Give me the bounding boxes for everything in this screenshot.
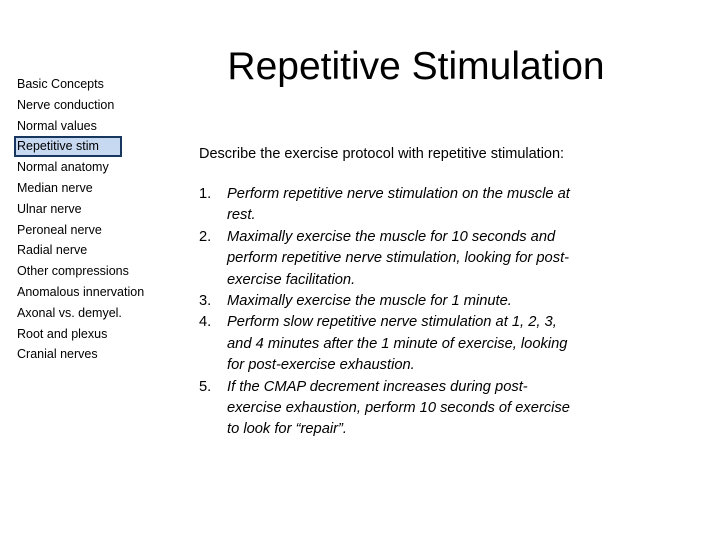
- step-number: 1.: [199, 186, 212, 202]
- step-text: Perform repetitive nerve stimulation on the muscle at rest.: [227, 186, 570, 224]
- step-number: 2.: [199, 228, 212, 245]
- sidebar-item-median-nerve[interactable]: Median nerve: [17, 180, 93, 195]
- list-item: [199, 312, 579, 376]
- sidebar-item-repetitive-stim[interactable]: Repetitive stim: [14, 136, 122, 157]
- step-number: 4.: [199, 314, 212, 331]
- sidebar-item-other-compressions[interactable]: Other compressions: [17, 264, 129, 279]
- step-text: Maximally exercise the muscle for 10 seconds and perform repetitive nerve stimulation, looking for post-exercise facilitation.: [227, 228, 570, 288]
- sidebar-item-basic-concepts[interactable]: Basic Concepts: [17, 77, 104, 91]
- step-number: 3.: [199, 293, 212, 310]
- step-number: 5.: [199, 378, 212, 395]
- protocol-steps-list: [199, 184, 579, 441]
- list-item: [199, 377, 579, 441]
- step-text: Maximally exercise the muscle for 1 minute.: [227, 293, 512, 310]
- sidebar-item-root-and-plexus[interactable]: Root and plexus: [17, 326, 108, 341]
- question-prompt: Describe the exercise protocol with repetitive stimulation:: [199, 146, 565, 162]
- sidebar-item-anomalous-innervation[interactable]: Anomalous innervation: [17, 284, 145, 299]
- sidebar-item-radial-nerve[interactable]: Radial nerve: [17, 243, 88, 258]
- step-text: If the CMAP decrement increases during post-exercise exhaustion, perform 10 seconds of exercise to look for “repair”.: [227, 378, 570, 438]
- sidebar-nav: [14, 74, 174, 365]
- list-item: [199, 227, 579, 291]
- sidebar-item-ulnar-nerve[interactable]: Ulnar nerve: [17, 201, 82, 216]
- sidebar-item-cranial-nerves[interactable]: Cranial nerves: [17, 347, 98, 362]
- sidebar-item-normal-values[interactable]: Normal values: [17, 118, 97, 133]
- sidebar-item-axonal-vs-demyel[interactable]: Axonal vs. demyel.: [17, 305, 122, 320]
- sidebar-item-peroneal-nerve[interactable]: Peroneal nerve: [17, 222, 102, 237]
- step-text: Perform slow repetitive nerve stimulation at 1, 2, 3, and 4 minutes after the 1 minute of exercise, looking for post-exercise exhaustion.: [227, 314, 568, 374]
- sidebar-item-nerve-conduction[interactable]: Nerve conduction: [17, 97, 115, 112]
- list-item: [199, 291, 579, 312]
- sidebar-item-normal-anatomy[interactable]: Normal anatomy: [17, 160, 109, 175]
- page-title: Repetitive Stimulation: [227, 45, 605, 88]
- list-item: [199, 184, 579, 227]
